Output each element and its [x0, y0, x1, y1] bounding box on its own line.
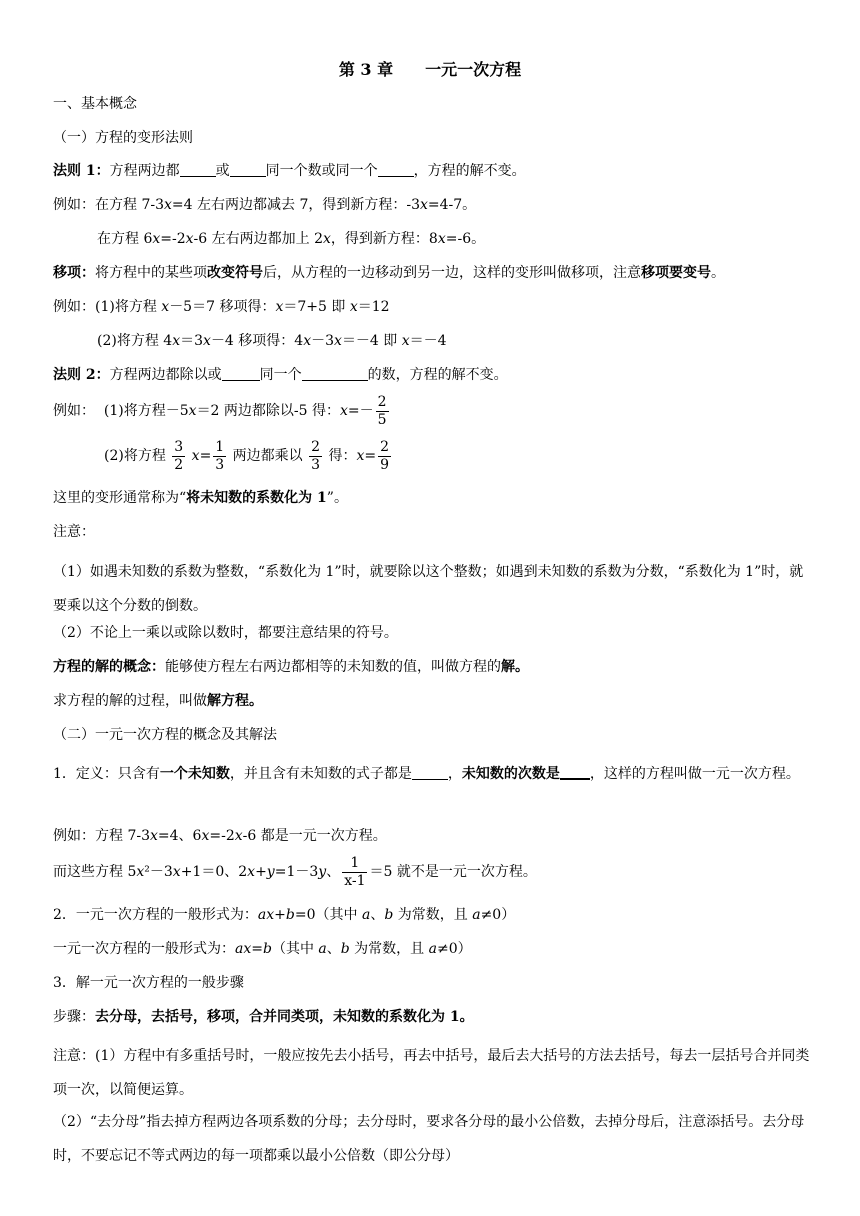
- text: 例如：方程 7-3: [53, 828, 150, 844]
- text: =: [251, 941, 263, 957]
- text: =0（其中: [294, 907, 362, 923]
- text: 为常数，且: [349, 941, 429, 957]
- variable: x: [437, 231, 446, 247]
- variable: x: [136, 864, 145, 880]
- text: (1)将方程－5: [103, 403, 189, 419]
- bold-text: 移项要变号: [641, 265, 711, 281]
- text: +: [255, 864, 267, 880]
- fill-blank: [180, 162, 216, 177]
- example-2b: [97, 331, 812, 351]
- fraction: [342, 855, 367, 890]
- text: +1＝0、2: [180, 864, 248, 880]
- text: 1．定义：只含有: [53, 766, 160, 782]
- denominator: 2: [174, 456, 184, 473]
- fill-blank: [230, 162, 266, 177]
- fraction: [376, 394, 389, 429]
- numerator: 2: [311, 438, 321, 455]
- rule-1: [53, 161, 812, 181]
- bold-text: 解。: [501, 659, 529, 675]
- numerator: 2: [380, 438, 390, 455]
- text: 这里的变形通常称为“: [53, 490, 187, 506]
- solution-concept: [53, 657, 812, 677]
- text: －4 移项得：4: [210, 333, 304, 349]
- transposition-rule: [53, 263, 812, 283]
- text: 求方程的解的过程，叫做: [53, 693, 207, 709]
- text: ，: [447, 766, 462, 782]
- note-heading: 注意：: [53, 524, 95, 540]
- variable: b: [340, 941, 350, 957]
- rule-label: 法则 2：: [53, 367, 110, 383]
- text: 的数，方程的解不变。: [367, 367, 508, 383]
- text: 得：: [324, 448, 357, 464]
- variable: x: [185, 231, 194, 247]
- text: =4-7。: [427, 197, 477, 213]
- rule-2: [53, 365, 812, 385]
- text: ＝2 两边都除以-5 得：: [196, 403, 341, 419]
- denominator: 5: [377, 411, 387, 428]
- fraction: [309, 439, 322, 474]
- text: ，得到新方程：8: [330, 231, 438, 247]
- variable: a: [472, 907, 481, 923]
- variable: x: [234, 828, 243, 844]
- text: 两边都乘以: [228, 448, 308, 464]
- bold-text: 去分母，去括号，移项，合并同类项，未知数的系数化为 1。: [95, 1009, 474, 1025]
- text: 同一个: [259, 367, 302, 383]
- fill-blank: [222, 366, 260, 381]
- text: (1)将方程: [95, 299, 162, 315]
- text: （其中: [271, 941, 319, 957]
- bold-text: 方程的解的概念：: [53, 659, 165, 675]
- text: 在方程 6: [97, 231, 153, 247]
- steps-heading: 3．解一元一次方程的一般步骤: [53, 975, 244, 991]
- denominator: 3: [311, 456, 321, 473]
- text: 2．一元一次方程的一般形式为：: [53, 907, 258, 923]
- variable: b: [384, 907, 394, 923]
- text: ＝3: [180, 333, 204, 349]
- variable: y: [318, 864, 327, 880]
- text: =－: [347, 403, 374, 419]
- variable: x: [191, 448, 200, 464]
- subsection-heading-2: （二）一元一次方程的概念及其解法: [53, 727, 277, 743]
- text: ，方程的解不变。: [413, 163, 526, 179]
- text: =-6。: [445, 231, 486, 247]
- text: ，并且含有未知数的式子都是: [229, 766, 412, 782]
- fill-blank: [560, 764, 590, 780]
- bold-text: 改变符号: [207, 265, 263, 281]
- fraction: [378, 439, 391, 474]
- numerator: 2: [377, 393, 387, 410]
- text: =-2: [209, 828, 235, 844]
- variable: x: [334, 333, 342, 349]
- rule-label: 法则 1：: [53, 163, 110, 179]
- bold-text: 未知数的次数是: [461, 766, 560, 782]
- variable: x: [203, 333, 211, 349]
- fill-blank: [302, 366, 368, 381]
- numerator: 1: [215, 438, 225, 455]
- text: 将方程中的某些项: [95, 265, 207, 281]
- text: －3: [311, 333, 335, 349]
- chapter-title: 第 3 章 一元一次方程: [338, 60, 522, 79]
- text: ＝－4: [409, 333, 447, 349]
- variable: x: [172, 333, 181, 349]
- text: -6 左右两边都加上 2: [193, 231, 323, 247]
- note-4: （2）“去分母”指去掉方程两边各项系数的分母；去分母时，要求各分母的最小公倍数，去掉分母后，注意添括号。去分母时，不要忘记不等式两边的每一项都乘以最小公倍数（即公分母）: [53, 1114, 805, 1164]
- numerator: 3: [174, 438, 184, 455]
- example-prefix: 例如：: [53, 299, 95, 315]
- text: =4 左右两边都减去 7，得到新方程：-3: [171, 197, 420, 213]
- variable: b: [262, 941, 272, 957]
- denominator: x-1: [344, 872, 366, 889]
- text: 为常数，且: [393, 907, 473, 923]
- text: 能够使方程左右两边都相等的未知数的值，叫做方程的: [165, 659, 501, 675]
- text: ＝12: [357, 299, 390, 315]
- variable: x: [323, 231, 331, 247]
- denominator: 3: [215, 456, 225, 473]
- subsection-heading: （一）方程的变形法则: [53, 130, 193, 146]
- variable: x: [275, 299, 284, 315]
- text: (2)将方程 4: [97, 333, 173, 349]
- fraction: [172, 439, 185, 474]
- text: ²－3: [144, 864, 173, 880]
- note-3: 注意：(1）方程中有多重括号时，一般应按先去小括号，再去中括号，最后去大括号的方法去括号，每去一层括号合并同类项一次，以简便运算。: [53, 1048, 810, 1098]
- text: ＝－4 即: [341, 333, 402, 349]
- bold-text: 解方程。: [207, 693, 263, 709]
- text: 一元一次方程的一般形式为：: [53, 941, 235, 957]
- text: ＝7+5 即: [283, 299, 350, 315]
- text: 方程两边都: [109, 163, 180, 179]
- text: 后，从方程的一边移动到另一边，这样的变形叫做移项，注意: [263, 265, 641, 281]
- coefficient-note: [53, 488, 812, 508]
- example-prefix: 例如：: [53, 197, 95, 213]
- bold-text: 一个未知数: [159, 766, 230, 782]
- text: 而这些方程 5: [53, 864, 137, 880]
- variable: x: [172, 864, 181, 880]
- text: 、: [370, 907, 385, 923]
- text: =: [364, 448, 377, 464]
- text: =4、6: [157, 828, 202, 844]
- text: ，这样的方程叫做一元一次方程。: [589, 766, 800, 782]
- text: 在方程 7-3: [95, 197, 164, 213]
- fraction: [213, 439, 226, 474]
- variable: x: [340, 403, 348, 419]
- note-2: （2）不论上一乘以或除以数时，都要注意结果的符号。: [53, 625, 398, 641]
- text: ”。: [326, 490, 348, 506]
- example-5: [53, 853, 812, 891]
- text: ≠0）: [480, 907, 516, 923]
- example-2a: [53, 297, 812, 317]
- definition: [53, 757, 812, 791]
- variable: ax: [257, 907, 275, 923]
- variable: a: [428, 941, 437, 957]
- general-form-1: [53, 905, 812, 925]
- variable: x: [164, 197, 172, 213]
- variable: x: [420, 197, 428, 213]
- variable: x: [152, 231, 161, 247]
- text: -6 都是一元一次方程。: [242, 828, 387, 844]
- variable: x: [303, 333, 312, 349]
- fill-blank: [412, 765, 448, 780]
- variable: x: [356, 448, 365, 464]
- variable: x: [150, 828, 158, 844]
- variable: x: [188, 403, 197, 419]
- variable: a: [318, 941, 327, 957]
- text: 或: [215, 163, 230, 179]
- example-prefix: 例如：: [53, 403, 95, 419]
- denominator: 9: [380, 456, 390, 473]
- variable: ax: [235, 941, 252, 957]
- variable: x: [349, 299, 358, 315]
- solve-definition: [53, 691, 812, 711]
- text: ≠0）: [437, 941, 472, 957]
- variable: x: [201, 828, 210, 844]
- text: =1－3: [274, 864, 319, 880]
- fill-blank: [378, 162, 414, 177]
- variable: x: [161, 299, 170, 315]
- section-heading: 一、基本概念: [53, 96, 137, 112]
- variable: y: [266, 864, 275, 880]
- text: =: [199, 448, 212, 464]
- note-1: （1）如遇未知数的系数为整数，“系数化为 1”时，就要除以这个整数；如遇到未知数的系数为分数，“系数化为 1”时，就要乘以这个分数的倒数。: [53, 564, 804, 614]
- text: 。: [711, 265, 725, 281]
- text: 方程两边都除以或: [109, 367, 222, 383]
- example-1b: [97, 229, 812, 249]
- text: 同一个数或同一个: [265, 163, 378, 179]
- bold-text: 将未知数的系数化为 1: [186, 490, 327, 506]
- text: 、: [326, 864, 341, 880]
- variable: x: [401, 333, 410, 349]
- text: 、: [326, 941, 341, 957]
- text: (2)将方程: [104, 448, 171, 464]
- text: =-2: [160, 231, 186, 247]
- example-4: [53, 826, 812, 846]
- text: +: [274, 907, 286, 923]
- text: －5＝7 移项得：: [169, 299, 276, 315]
- rule-label: 移项：: [53, 265, 95, 281]
- text: ＝5 就不是一元一次方程。: [369, 864, 537, 880]
- steps: [53, 1007, 812, 1027]
- text: 步骤：: [53, 1009, 95, 1025]
- general-form-2: [53, 939, 812, 959]
- variable: b: [285, 907, 295, 923]
- numerator: 1: [342, 855, 367, 873]
- example-3a: [53, 392, 812, 430]
- example-1a: [53, 195, 812, 215]
- variable: a: [361, 907, 371, 923]
- example-3b: [104, 437, 812, 475]
- variable: x: [247, 864, 256, 880]
